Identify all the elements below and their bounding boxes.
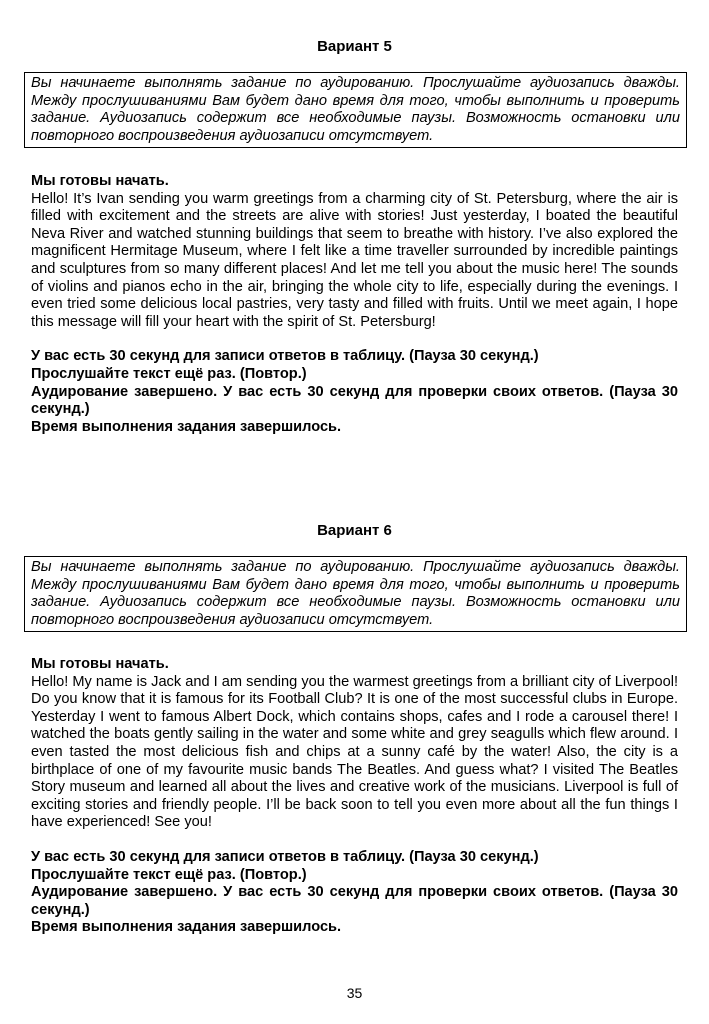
start-line: Мы готовы начать. bbox=[31, 173, 169, 189]
outro-line: Аудирование завершено. У вас есть 30 секунд для проверки своих ответов. (Пауза 30 секунд.) bbox=[31, 383, 678, 418]
outro-line: Время выполнения задания завершилось. bbox=[31, 919, 342, 936]
outro-line: Аудирование завершено. У вас есть 30 секунд для проверки своих ответов. (Пауза 30 секунд.) bbox=[31, 884, 678, 918]
outro-line: Прослушайте текст ещё раз. (Повтор.) bbox=[31, 365, 307, 382]
page-number: 35 bbox=[346, 985, 363, 1001]
start-line: Мы готовы начать. bbox=[31, 656, 169, 672]
variant-5-body bbox=[31, 173, 678, 436]
transcript-text: Hello! It’s Ivan sending you warm greetings from a charming city of St. Petersburg, where the air is filled with excitement and the streets are alive with stories! Just yesterday, I boated the beautiful Neva River and watched stunning buildings that seem to breathe with history. I’ve also explored the magnificent Hermitage Museum, where I felt like a time traveller surrounded by incredible paintings and sculptures from so many different places! And let me tell you about the music here! The sounds of violins and pianos echo in the air, bringing the whole city to life, especially during the evenings. I even tried some delicious local pastries, very tasty and filled with fruits. Until we meet again, I hope this message will fill your heart with the spirit of St. Petersburg! bbox=[31, 190, 678, 330]
transcript-text: Hello! My name is Jack and I am sending you the warmest greetings from a brilliant city of Liverpool! Do you know that it is famous for its Football Club? It is one of the most successful clubs in Europe. Yesterday I went to famous Albert Dock, which contains shops, cafes and I rode a carousel there! I watched the boats gently sailing in the water and some white and grey seagulls which flew around. I even tasted the most delicious fish and chips at a sunny café by the water! Also, the city is a birthplace of one of my favourite music bands The Beatles. And guess what? I visited The Beatles Story museum and learned all about the lives and creative work of the musicians. Liverpool is full of exciting stories and friendly people. I’ll be back soon to tell you even more about all the fun things I have experienced! See you! bbox=[31, 673, 678, 831]
outro-line: Прослушайте текст ещё раз. (Повтор.) bbox=[31, 866, 307, 883]
outro-line: У вас есть 30 секунд для записи ответов в таблицу. (Пауза 30 секунд.) bbox=[31, 348, 539, 365]
variant-5-instruction-box: Вы начинаете выполнять задание по аудированию. Прослушайте аудиозапись дважды. Между прослушиваниями Вам будет дано время для того, чтобы выполнить и проверить задание. Аудиозапись содержит все необходимые паузы. Возможность остановки или повторного воспроизведения аудиозаписи отсутствует. bbox=[24, 72, 687, 148]
variant-5-title: Вариант 5 bbox=[317, 38, 392, 55]
outro-line: Время выполнения задания завершилось. bbox=[31, 418, 342, 435]
variant-6-body bbox=[31, 656, 678, 937]
variant-6-instruction-box: Вы начинаете выполнять задание по аудированию. Прослушайте аудиозапись дважды. Между прослушиваниями Вам будет дано время для того, чтобы выполнить и проверить задание. Аудиозапись содержит все необходимые паузы. Возможность остановки или повторного воспроизведения аудиозаписи отсутствует. bbox=[24, 556, 687, 632]
outro-line: У вас есть 30 секунд для записи ответов в таблицу. (Пауза 30 секунд.) bbox=[31, 848, 539, 865]
variant-6-title: Вариант 6 bbox=[317, 522, 392, 539]
